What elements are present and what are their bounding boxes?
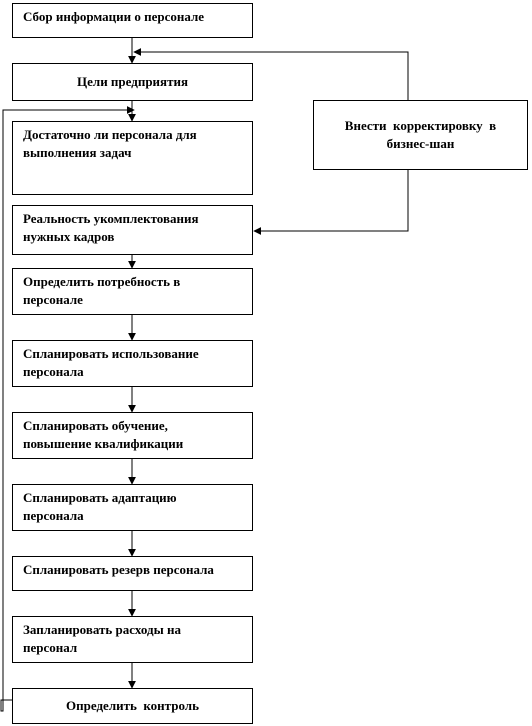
step-staffing-feasibility xyxy=(12,205,253,255)
step-plan-usage xyxy=(12,340,253,387)
step-plan-reserve xyxy=(12,556,253,591)
step-label: Реальность укомплектования нужных кадров xyxy=(23,211,199,244)
step-label: Спланировать использование персонала xyxy=(23,346,199,379)
step-label: Запланировать расходы на персонал xyxy=(23,622,181,655)
step-label: Спланировать резерв персонала xyxy=(23,562,214,577)
side-box-label: Внести корректировку в бизнес-шан xyxy=(344,118,500,151)
step-label: Определить потребность в персонале xyxy=(23,274,181,307)
step-label: Спланировать адаптацию персонала xyxy=(23,490,177,523)
step-determine-need xyxy=(12,268,253,315)
step-determine-control xyxy=(12,688,253,724)
step-plan-training xyxy=(12,412,253,459)
step-enough-personnel xyxy=(12,121,253,195)
step-plan-adaptation xyxy=(12,484,253,531)
side-box-adjust-business-plan xyxy=(313,100,528,170)
step-label: Цели предприятия xyxy=(77,74,188,89)
step-enterprise-goals xyxy=(12,63,253,101)
step-collect-personnel-info xyxy=(12,3,253,38)
step-plan-expenses xyxy=(12,616,253,663)
step-label: Спланировать обучение, повышение квалификации xyxy=(23,418,184,451)
step-label: Достаточно ли персонала для выполнения задач xyxy=(23,127,197,160)
step-label: Сбор информации о персонале xyxy=(23,9,205,24)
step-label: Определить контроль xyxy=(66,698,199,713)
arrow-side-to-step4 xyxy=(254,170,408,231)
